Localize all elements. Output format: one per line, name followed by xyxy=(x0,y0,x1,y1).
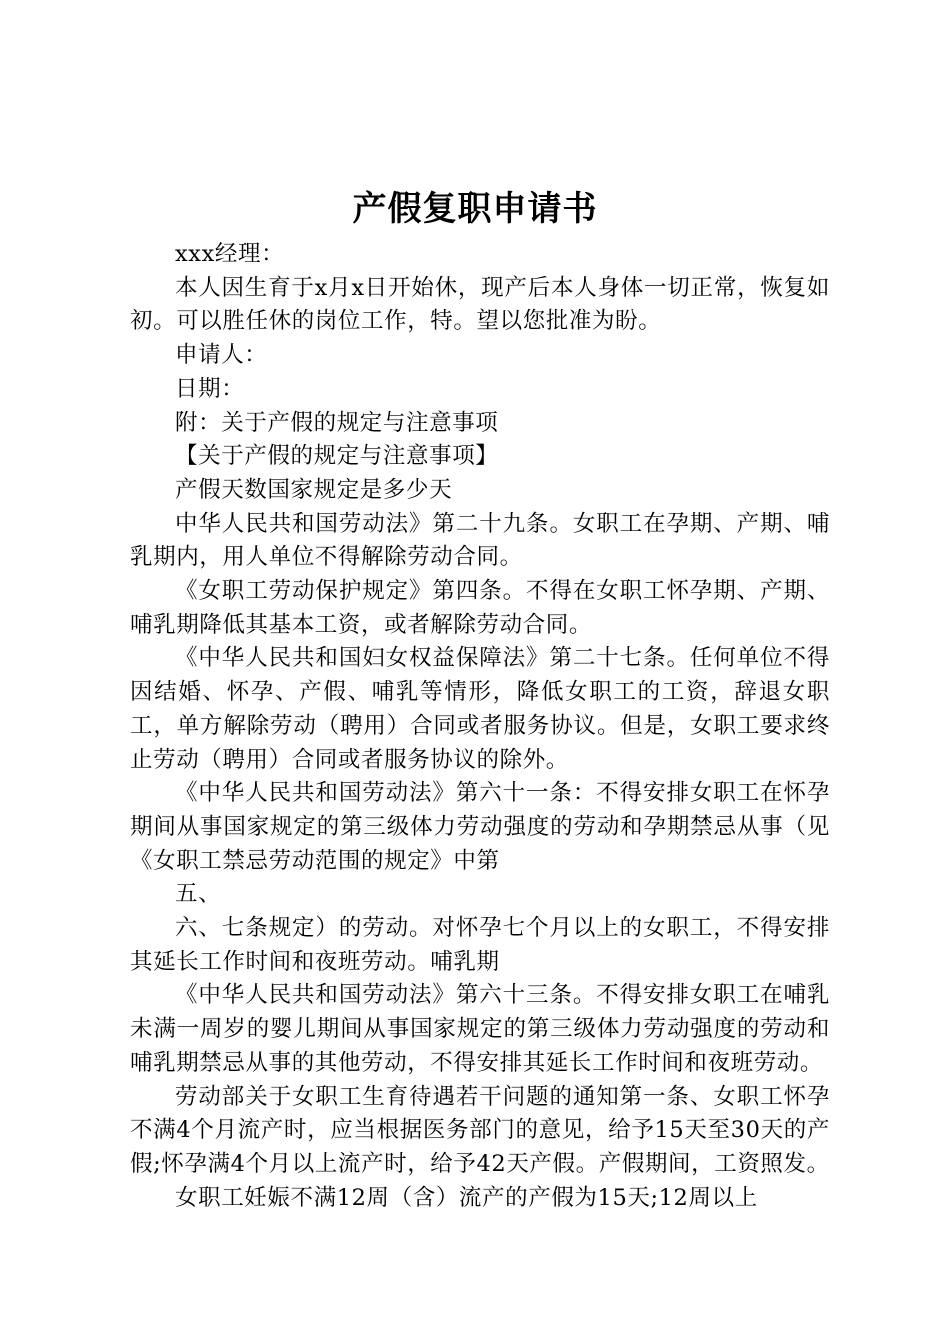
subheading: 产假天数国家规定是多少天 xyxy=(175,476,453,503)
applicant-line: 申请人： xyxy=(175,342,268,369)
paragraph-request: 本人因生育于x月x日开始休，现产后本人身体一切正常，恢复如初。可以胜任休的岗位工作，特。望以您批准为盼。 xyxy=(130,274,830,335)
paragraph: 五、 xyxy=(175,881,222,908)
paragraph: 女职工妊娠不满12周（含）流产的产假为15天;12周以上 xyxy=(175,1184,758,1211)
paragraph: 《中华人民共和国劳动法》第六十一条：不得安排女职工在怀孕期间从事国家规定的第三级体力劳动强度的劳动和孕期禁忌从事（见《女职工禁忌劳动范围的规定》中第 xyxy=(130,780,830,874)
paragraph: 《中华人民共和国妇女权益保障法》第二十七条。任何单位不得因结婚、怀孕、产假、哺乳等情形，降低女职工的工资，辞退女职工，单方解除劳动（聘用）合同或者服务协议。但是，女职工要求终止劳动（聘用）合同或者服务协议的除外。 xyxy=(130,645,830,773)
paragraph: 劳动部关于女职工生育待遇若干问题的通知第一条、女职工怀孕不满4个月流产时，应当根据医务部门的意见，给予15天至30天的产假;怀孕满4个月以上流产时，给予42天产假。产假期间，工资照发。 xyxy=(130,1083,830,1177)
paragraph: 《中华人民共和国劳动法》第六十三条。不得安排女职工在哺乳未满一周岁的婴儿期间从事国家规定的第三级体力劳动强度的劳动和哺乳期禁忌从事的其他劳动，不得安排其延长工作时间和夜班劳动。 xyxy=(130,982,830,1076)
appendix-line: 附：关于产假的规定与注意事项 xyxy=(175,409,499,436)
paragraph: 《女职工劳动保护规定》第四条。不得在女职工怀孕期、产期、哺乳期降低其基本工资，或者解除劳动合同。 xyxy=(130,578,830,638)
date-line: 日期： xyxy=(175,375,245,402)
salutation: xxx经理： xyxy=(175,241,285,267)
document-title: 产假复职申请书 xyxy=(352,189,598,229)
paragraph: 中华人民共和国劳动法》第二十九条。女职工在孕期、产期、哺乳期内，用人单位不得解除劳动合同。 xyxy=(130,510,830,571)
section-heading: 【关于产假的规定与注意事项】 xyxy=(175,443,499,470)
paragraph: 六、七条规定）的劳动。对怀孕七个月以上的女职工，不得安排其延长工作时间和夜班劳动。哺乳期 xyxy=(130,915,830,975)
document-body xyxy=(130,238,830,1215)
